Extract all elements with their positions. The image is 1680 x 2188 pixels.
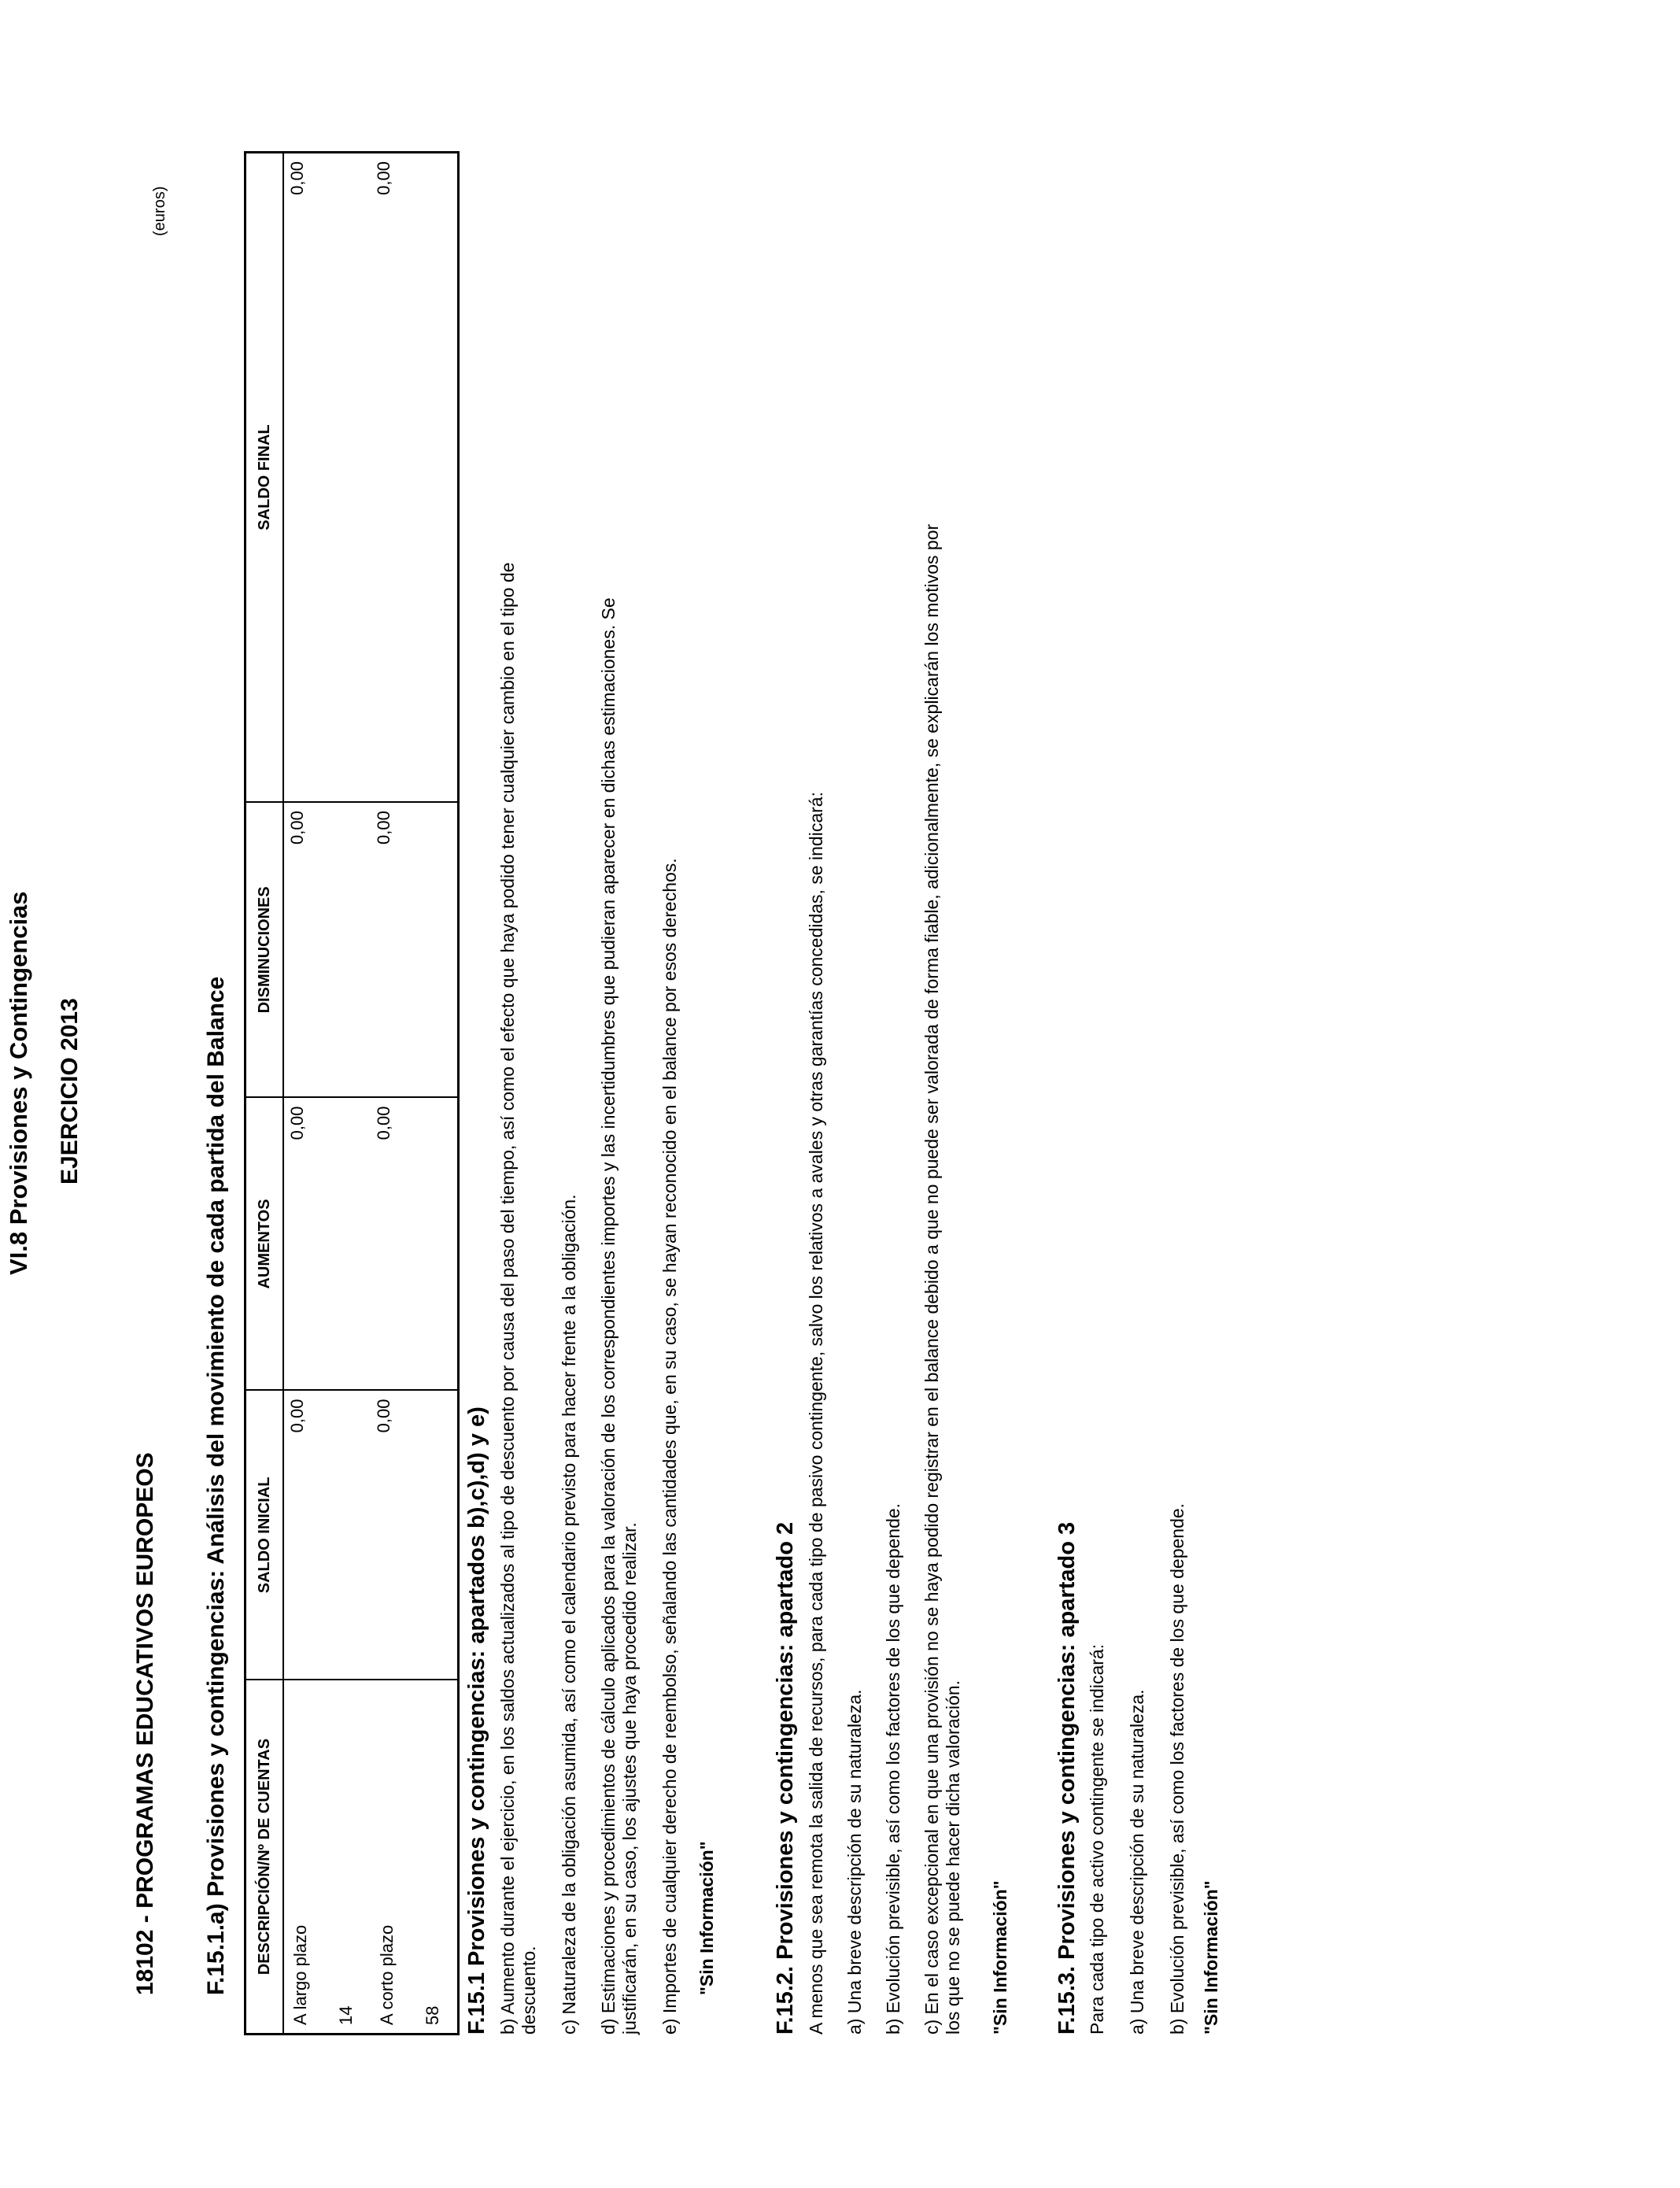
- column-header-descripcion: DESCRIPCIÓN/Nº DE CUENTAS: [246, 1680, 284, 2034]
- section-2-intro: A menos que sea remota la salida de recursos, para cada tipo de pasivo contingente, salvo los relativos a avales y otras garantías concedidas, se indicará:: [806, 792, 826, 2035]
- section-1-item-e: e) Importes de cualquier derecho de reembolso, señalando las cantidades que, en su caso, se hayan reconocido en el balance por esos derechos.: [659, 858, 680, 2035]
- section-1-item-d-cont: justificarán, en su caso, los ajustes que haya procedido realizar.: [619, 1522, 640, 2035]
- section-1-item-b-cont: descuento.: [519, 1946, 539, 2035]
- section-2-item-b: b) Evolución previsible, así como los factores de los que depende.: [883, 1502, 903, 2035]
- section-1-item-b: b) Aumento durante el ejercicio, en los saldos actualizados al tipo de descuento por causa del paso del tiempo, así como el efecto que haya podido tener cualquier cambio en el tipo de: [497, 562, 518, 2035]
- saldo-final-value: 0,00: [283, 153, 371, 803]
- column-header-saldo-final: SALDO FINAL: [246, 153, 284, 803]
- section-3-item-a: a) Una breve descripción de su naturaleza.: [1127, 1689, 1147, 2035]
- provisions-table: [244, 151, 460, 2035]
- column-header-aumentos: AUMENTOS: [246, 1098, 284, 1391]
- program-name: 18102 - PROGRAMAS EDUCATIVOS EUROPEOS: [132, 1452, 158, 1995]
- account-code: 58: [419, 1680, 459, 2034]
- table-header-row: [246, 153, 284, 2035]
- saldo-final-value: 0,00: [371, 153, 459, 803]
- section-1-heading: F.15.1 Provisiones y contingencias: apartados b),c),d) y e): [464, 1406, 489, 2035]
- section-2-item-a: a) Una breve descripción de su naturaleza.: [844, 1689, 865, 2035]
- table-section-heading: F.15.1.a) Provisiones y contingencias: Análisis del movimiento de cada partida del Balance: [203, 976, 229, 1995]
- column-header-saldo-inicial: SALDO INICIAL: [246, 1391, 284, 1680]
- section-3-heading: F.15.3. Provisiones y contingencias: apartado 3: [1054, 1521, 1080, 2035]
- aumentos-value: 0,00: [371, 1098, 459, 1391]
- section-1-item-d: d) Estimaciones y procedimientos de cálculo aplicados para la valoración de los correspondientes importes y las incertidumbres que pudieran aparecer en dichas estimaciones. Se: [598, 597, 618, 2035]
- account-code: 14: [333, 1680, 371, 2034]
- section-3-item-b: b) Evolución previsible, así como los factores de los que depende.: [1167, 1502, 1187, 2035]
- aumentos-value: 0,00: [283, 1098, 371, 1391]
- exercise-year: EJERCICIO 2013: [57, 998, 83, 1185]
- disminuciones-value: 0,00: [283, 802, 371, 1097]
- row-label: A largo plazo: [283, 1680, 333, 2034]
- section-2-item-c: c) En el caso excepcional en que una provisión no se haya podido registrar en el balance debido a que no puede ser valorada de forma fiable, adicionalmente, se explicarán los motivos por: [921, 523, 942, 2035]
- table-row: [371, 153, 419, 2035]
- saldo-inicial-value: 0,00: [283, 1391, 371, 1680]
- section-1-no-info: "Sin Información": [696, 1841, 717, 1995]
- row-label: A corto plazo: [371, 1680, 419, 2034]
- section-2-item-c-cont: los que no se puede hacer dicha valoración.: [943, 1680, 963, 2035]
- section-1-item-c: c) Naturaleza de la obligación asumida, así como el calendario previsto para hacer frente a la obligación.: [559, 1194, 579, 2035]
- section-2-no-info: "Sin Información": [990, 1880, 1010, 2035]
- table-row: [283, 153, 333, 2035]
- saldo-inicial-value: 0,00: [371, 1391, 459, 1680]
- section-2-heading: F.15.2. Provisiones y contingencias: apartado 2: [773, 1521, 798, 2035]
- page-title: VI.8 Provisiones y Contingencias: [5, 891, 32, 1275]
- disminuciones-value: 0,00: [371, 802, 459, 1097]
- column-header-disminuciones: DISMINUCIONES: [246, 802, 284, 1097]
- currency-units: (euros): [151, 186, 168, 236]
- section-3-no-info: "Sin Información": [1201, 1880, 1221, 2035]
- section-3-intro: Para cada tipo de activo contingente se indicará:: [1087, 1643, 1107, 2035]
